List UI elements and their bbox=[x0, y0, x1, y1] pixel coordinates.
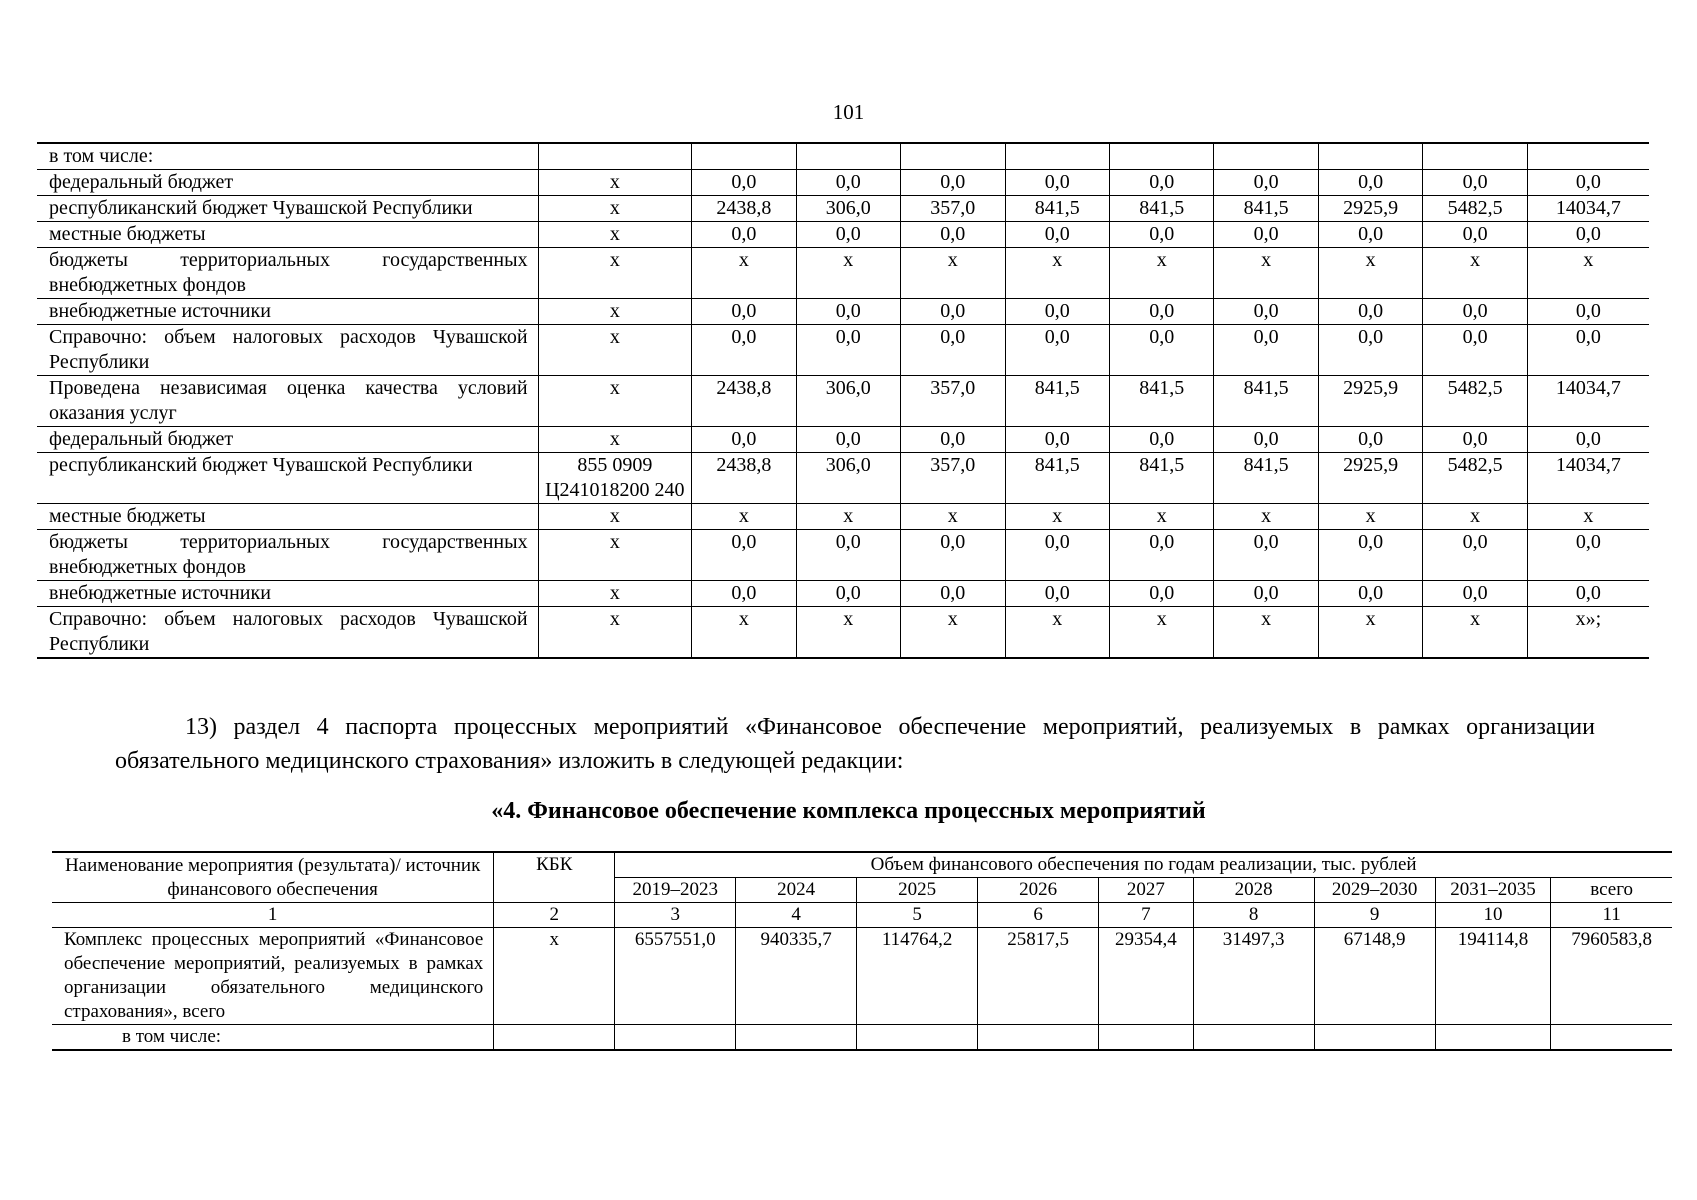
column-number: 2 bbox=[494, 903, 615, 928]
financing-complex-table bbox=[52, 851, 1672, 1051]
value-cell: 0,0 bbox=[901, 581, 1005, 607]
value-cell: 2438,8 bbox=[692, 196, 796, 222]
value-cell: 0,0 bbox=[692, 581, 796, 607]
page-number: 101 bbox=[832, 100, 865, 124]
row-kbk: 855 0909 Ц241018200 240 bbox=[538, 453, 692, 504]
value-cell: 0,0 bbox=[1109, 222, 1213, 248]
value-cell: 841,5 bbox=[1214, 196, 1318, 222]
year-cell: 2019–2023 bbox=[615, 878, 736, 903]
value-cell: 2438,8 bbox=[692, 453, 796, 504]
value-cell: 14034,7 bbox=[1527, 196, 1649, 222]
row-label: внебюджетные источники bbox=[37, 581, 538, 607]
value-cell: 357,0 bbox=[901, 196, 1005, 222]
column-number: 4 bbox=[736, 903, 857, 928]
value-cell: 0,0 bbox=[1318, 325, 1422, 376]
row-kbk: х bbox=[538, 222, 692, 248]
table-row bbox=[37, 607, 1649, 659]
header-kbk: КБК bbox=[494, 852, 615, 903]
value-cell bbox=[692, 143, 796, 170]
value-cell: 0,0 bbox=[1423, 299, 1527, 325]
value-cell: 841,5 bbox=[1109, 376, 1213, 427]
value-cell: 0,0 bbox=[796, 299, 900, 325]
year-cell-total: всего bbox=[1551, 878, 1672, 903]
value-cell: 0,0 bbox=[692, 170, 796, 196]
value-cell bbox=[1109, 143, 1213, 170]
funding-table-continued bbox=[37, 142, 1649, 659]
value-cell: х bbox=[1214, 504, 1318, 530]
value-cell bbox=[1318, 143, 1422, 170]
value-cell: 14034,7 bbox=[1527, 376, 1649, 427]
value-cell: 0,0 bbox=[901, 427, 1005, 453]
value-cell: х bbox=[1109, 248, 1213, 299]
value-cell: 306,0 bbox=[796, 196, 900, 222]
value-cell: 841,5 bbox=[1005, 453, 1109, 504]
value-cell: х bbox=[901, 248, 1005, 299]
year-cell: 2029–2030 bbox=[1314, 878, 1435, 903]
value-cell: х bbox=[796, 607, 900, 659]
year-cell: 2025 bbox=[857, 878, 978, 903]
column-number: 1 bbox=[52, 903, 494, 928]
value-cell: 841,5 bbox=[1214, 376, 1318, 427]
value-cell: 0,0 bbox=[1109, 299, 1213, 325]
table-row bbox=[37, 222, 1649, 248]
empty-cell bbox=[1435, 1025, 1551, 1051]
value-cell: 0,0 bbox=[1109, 581, 1213, 607]
value-cell: х bbox=[796, 248, 900, 299]
year-cell: 2028 bbox=[1193, 878, 1314, 903]
value-cell: 0,0 bbox=[692, 530, 796, 581]
value-cell bbox=[1005, 143, 1109, 170]
table-row bbox=[37, 248, 1649, 299]
row-label: Справочно: объем налоговых расходов Чувашской Республики bbox=[37, 325, 538, 376]
value-cell: 841,5 bbox=[1109, 196, 1213, 222]
table-row bbox=[37, 581, 1649, 607]
column-number: 9 bbox=[1314, 903, 1435, 928]
value-cell: 0,0 bbox=[1005, 530, 1109, 581]
value-cell: 5482,5 bbox=[1423, 453, 1527, 504]
value-cell bbox=[1214, 143, 1318, 170]
value-cell: х bbox=[1005, 607, 1109, 659]
header-name: Наименование мероприятия (результата)/ источник финансового обеспечения bbox=[52, 852, 494, 903]
column-number: 11 bbox=[1551, 903, 1672, 928]
column-number: 10 bbox=[1435, 903, 1551, 928]
value-cell: 0,0 bbox=[1527, 222, 1649, 248]
table-row bbox=[37, 196, 1649, 222]
row-label: бюджеты территориальных государственных внебюджетных фондов bbox=[37, 248, 538, 299]
row-label: внебюджетные источники bbox=[37, 299, 538, 325]
value-cell: х bbox=[1318, 504, 1422, 530]
year-cell: 2027 bbox=[1099, 878, 1194, 903]
table-row bbox=[52, 1025, 1672, 1051]
empty-cell bbox=[1099, 1025, 1194, 1051]
value-cell: 0,0 bbox=[796, 222, 900, 248]
value-cell: 2925,9 bbox=[1318, 196, 1422, 222]
row-label: республиканский бюджет Чувашской Республики bbox=[37, 453, 538, 504]
value-cell: 841,5 bbox=[1005, 376, 1109, 427]
value-cell: 0,0 bbox=[1318, 530, 1422, 581]
row-label: местные бюджеты bbox=[37, 504, 538, 530]
value-cell: 0,0 bbox=[901, 222, 1005, 248]
value-cell: 0,0 bbox=[796, 427, 900, 453]
value-cell: х bbox=[1423, 248, 1527, 299]
value-cell: х bbox=[1109, 504, 1213, 530]
value-cell: 0,0 bbox=[692, 299, 796, 325]
value-cell: 0,0 bbox=[901, 530, 1005, 581]
value-cell: х bbox=[1318, 248, 1422, 299]
value-cell: 306,0 bbox=[796, 376, 900, 427]
value-cell: х»; bbox=[1527, 607, 1649, 659]
value-cell: 0,0 bbox=[1423, 325, 1527, 376]
value-cell: х bbox=[1005, 504, 1109, 530]
value-cell: 2925,9 bbox=[1318, 376, 1422, 427]
row-label: федеральный бюджет bbox=[37, 427, 538, 453]
row-kbk: х bbox=[538, 504, 692, 530]
value-cell: 7960583,8 bbox=[1551, 928, 1672, 1025]
value-cell: 0,0 bbox=[692, 222, 796, 248]
value-cell bbox=[796, 143, 900, 170]
value-cell: 0,0 bbox=[1318, 299, 1422, 325]
value-cell: 0,0 bbox=[1318, 170, 1422, 196]
value-cell: 114764,2 bbox=[857, 928, 978, 1025]
value-cell: 0,0 bbox=[1527, 299, 1649, 325]
table-row bbox=[37, 530, 1649, 581]
value-cell: 0,0 bbox=[1005, 325, 1109, 376]
row-label: в том числе: bbox=[49, 145, 154, 167]
value-cell: 0,0 bbox=[1527, 530, 1649, 581]
table-row bbox=[37, 453, 1649, 504]
value-cell: 0,0 bbox=[1318, 427, 1422, 453]
row-kbk: х bbox=[538, 607, 692, 659]
value-cell: 306,0 bbox=[796, 453, 900, 504]
value-cell: 29354,4 bbox=[1099, 928, 1194, 1025]
header-row bbox=[52, 852, 1672, 878]
row-kbk: х bbox=[538, 581, 692, 607]
row-kbk: х bbox=[538, 248, 692, 299]
empty-cell bbox=[736, 1025, 857, 1051]
value-cell: 0,0 bbox=[1527, 427, 1649, 453]
value-cell: х bbox=[1423, 504, 1527, 530]
row-label: бюджеты территориальных государственных внебюджетных фондов bbox=[37, 530, 538, 581]
value-cell: 0,0 bbox=[796, 170, 900, 196]
row-label: Проведена независимая оценка качества условий оказания услуг bbox=[37, 376, 538, 427]
column-number: 5 bbox=[857, 903, 978, 928]
value-cell: 0,0 bbox=[796, 325, 900, 376]
value-cell: 67148,9 bbox=[1314, 928, 1435, 1025]
value-cell: 841,5 bbox=[1005, 196, 1109, 222]
table-row bbox=[37, 325, 1649, 376]
value-cell: х bbox=[1527, 248, 1649, 299]
value-cell: 0,0 bbox=[901, 170, 1005, 196]
value-cell: 2925,9 bbox=[1318, 453, 1422, 504]
table-row bbox=[52, 928, 1672, 1025]
value-cell: 0,0 bbox=[1214, 325, 1318, 376]
table-row bbox=[37, 376, 1649, 427]
row-kbk: х bbox=[538, 376, 692, 427]
row-label: республиканский бюджет Чувашской Республики bbox=[37, 196, 538, 222]
value-cell: 31497,3 bbox=[1193, 928, 1314, 1025]
table-row bbox=[37, 504, 1649, 530]
value-cell: х bbox=[1109, 607, 1213, 659]
value-cell: 0,0 bbox=[901, 299, 1005, 325]
value-cell: 0,0 bbox=[1005, 581, 1109, 607]
column-number-row bbox=[52, 903, 1672, 928]
value-cell: х bbox=[1423, 607, 1527, 659]
value-cell bbox=[901, 143, 1005, 170]
value-cell: 940335,7 bbox=[736, 928, 857, 1025]
year-cell: 2024 bbox=[736, 878, 857, 903]
column-number: 8 bbox=[1193, 903, 1314, 928]
value-cell: х bbox=[692, 607, 796, 659]
row-label: в том числе: bbox=[52, 1025, 494, 1051]
value-cell: 0,0 bbox=[1109, 427, 1213, 453]
value-cell: 0,0 bbox=[1527, 170, 1649, 196]
value-cell: 0,0 bbox=[692, 427, 796, 453]
column-number: 7 bbox=[1099, 903, 1194, 928]
value-cell: 0,0 bbox=[1214, 581, 1318, 607]
row-kbk: х bbox=[494, 928, 615, 1025]
year-cell: 2031–2035 bbox=[1435, 878, 1551, 903]
value-cell: х bbox=[1214, 607, 1318, 659]
year-cell: 2026 bbox=[978, 878, 1099, 903]
value-cell: 0,0 bbox=[1109, 325, 1213, 376]
empty-cell bbox=[1551, 1025, 1672, 1051]
value-cell: х bbox=[692, 504, 796, 530]
value-cell: х bbox=[1214, 248, 1318, 299]
value-cell: 0,0 bbox=[1318, 222, 1422, 248]
value-cell: 2438,8 bbox=[692, 376, 796, 427]
row-label: Комплекс процессных мероприятий «Финансовое обеспечение мероприятий, реализуемых в рамках организации обязательного медицинского страхования», всего bbox=[52, 928, 494, 1025]
value-cell: х bbox=[692, 248, 796, 299]
empty-cell bbox=[1314, 1025, 1435, 1051]
value-cell: 0,0 bbox=[1527, 581, 1649, 607]
value-cell: 0,0 bbox=[1214, 222, 1318, 248]
table-row bbox=[37, 143, 1649, 170]
value-cell: 0,0 bbox=[1109, 530, 1213, 581]
row-kbk: х bbox=[538, 325, 692, 376]
value-cell: 841,5 bbox=[1214, 453, 1318, 504]
value-cell: 357,0 bbox=[901, 453, 1005, 504]
value-cell: 0,0 bbox=[1214, 170, 1318, 196]
empty-cell bbox=[615, 1025, 736, 1051]
value-cell: х bbox=[901, 504, 1005, 530]
value-cell: 0,0 bbox=[901, 325, 1005, 376]
row-kbk: х bbox=[538, 530, 692, 581]
header-volume: Объем финансового обеспечения по годам реализации, тыс. рублей bbox=[615, 852, 1672, 878]
value-cell: 25817,5 bbox=[978, 928, 1099, 1025]
value-cell: 0,0 bbox=[1527, 325, 1649, 376]
table-row bbox=[37, 170, 1649, 196]
value-cell bbox=[1527, 143, 1649, 170]
column-number: 6 bbox=[978, 903, 1099, 928]
value-cell: 0,0 bbox=[1423, 170, 1527, 196]
row-label: Справочно: объем налоговых расходов Чувашской Республики bbox=[37, 607, 538, 659]
value-cell: 0,0 bbox=[1423, 427, 1527, 453]
value-cell: 841,5 bbox=[1109, 453, 1213, 504]
value-cell: 5482,5 bbox=[1423, 196, 1527, 222]
value-cell: 0,0 bbox=[692, 325, 796, 376]
value-cell: 357,0 bbox=[901, 376, 1005, 427]
empty-cell bbox=[494, 1025, 615, 1051]
section-heading: «4. Финансовое обеспечение комплекса процессных мероприятий bbox=[491, 798, 1206, 824]
value-cell: 194114,8 bbox=[1435, 928, 1551, 1025]
funding-table-body bbox=[37, 143, 1649, 658]
value-cell: 0,0 bbox=[796, 530, 900, 581]
row-kbk bbox=[538, 143, 692, 170]
value-cell: 6557551,0 bbox=[615, 928, 736, 1025]
row-label: федеральный бюджет bbox=[37, 170, 538, 196]
value-cell: 0,0 bbox=[1214, 299, 1318, 325]
value-cell: х bbox=[1005, 248, 1109, 299]
value-cell bbox=[1423, 143, 1527, 170]
empty-cell bbox=[857, 1025, 978, 1051]
value-cell: 14034,7 bbox=[1527, 453, 1649, 504]
empty-cell bbox=[978, 1025, 1099, 1051]
value-cell: 0,0 bbox=[1423, 222, 1527, 248]
value-cell: х bbox=[901, 607, 1005, 659]
amendment-paragraph: 13) раздел 4 паспорта процессных мероприятий «Финансовое обеспечение мероприятий, реализуемых в рамках организации обязательного медицинского страхования» изложить в следующей редакции: bbox=[115, 714, 1595, 774]
value-cell: 0,0 bbox=[1318, 581, 1422, 607]
value-cell: х bbox=[1318, 607, 1422, 659]
table-row bbox=[37, 299, 1649, 325]
value-cell: 0,0 bbox=[1214, 427, 1318, 453]
value-cell: 0,0 bbox=[1214, 530, 1318, 581]
value-cell: 5482,5 bbox=[1423, 376, 1527, 427]
row-label: местные бюджеты bbox=[37, 222, 538, 248]
value-cell: 0,0 bbox=[1005, 427, 1109, 453]
row-kbk: х bbox=[538, 170, 692, 196]
value-cell: х bbox=[1527, 504, 1649, 530]
value-cell: 0,0 bbox=[1423, 530, 1527, 581]
empty-cell bbox=[1193, 1025, 1314, 1051]
value-cell: 0,0 bbox=[1005, 170, 1109, 196]
value-cell: 0,0 bbox=[796, 581, 900, 607]
value-cell: 0,0 bbox=[1005, 222, 1109, 248]
value-cell: х bbox=[796, 504, 900, 530]
table-row bbox=[37, 427, 1649, 453]
value-cell: 0,0 bbox=[1423, 581, 1527, 607]
row-kbk: х bbox=[538, 299, 692, 325]
value-cell: 0,0 bbox=[1109, 170, 1213, 196]
row-kbk: х bbox=[538, 427, 692, 453]
value-cell: 0,0 bbox=[1005, 299, 1109, 325]
row-kbk: х bbox=[538, 196, 692, 222]
column-number: 3 bbox=[615, 903, 736, 928]
